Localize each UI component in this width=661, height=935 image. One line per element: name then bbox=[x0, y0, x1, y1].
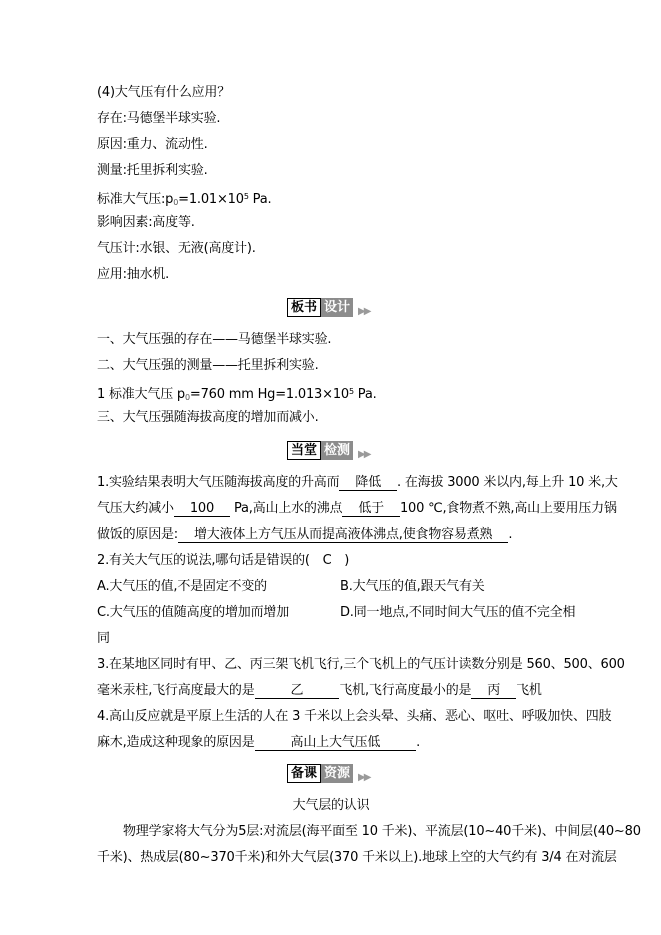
header-resource-right-box: 资源 bbox=[321, 764, 353, 783]
double-arrow-icon: ▶▶ bbox=[358, 306, 370, 317]
header-board-left-box: 板书 bbox=[287, 298, 321, 317]
text-line bbox=[97, 730, 565, 756]
text-line bbox=[97, 405, 565, 431]
header-quiz-left-box: 当堂 bbox=[287, 441, 321, 460]
text-segment: 一、大气压强的存在——马德堡半球实验. bbox=[97, 332, 332, 347]
text-line bbox=[97, 236, 565, 262]
double-arrow-icon: ▶▶ bbox=[358, 772, 370, 783]
text-segment: 三、大气压强随海拔高度的增加而减小. bbox=[97, 410, 319, 425]
text-line bbox=[97, 210, 565, 236]
text-line bbox=[97, 158, 565, 184]
text-segment: 1 标准大气压 p bbox=[97, 387, 185, 402]
text-segment: 二、大气压强的测量——托里拆利实验. bbox=[97, 358, 319, 373]
board-design-section bbox=[97, 327, 565, 431]
text-line bbox=[97, 626, 565, 652]
text-segment: (4)大气压有什么应用？ bbox=[97, 85, 231, 100]
text-segment: 标准大气压:p bbox=[97, 192, 174, 207]
text-segment: =1.01×10 bbox=[178, 192, 244, 207]
text-segment: 毫米汞柱,飞行高度最大的是 bbox=[97, 683, 255, 698]
answer-blank: 丙 bbox=[471, 683, 516, 699]
answer-blank: 100 bbox=[174, 501, 230, 517]
text-segment: 1.实验结果表明大气压随海拔高度的升高而 bbox=[97, 475, 340, 490]
answer-blank: 增大液体上方气压从而提高液体沸点,使食物容易煮熟 bbox=[178, 527, 508, 543]
text-line bbox=[97, 704, 612, 730]
text-line bbox=[97, 132, 565, 158]
text-segment: B.大气压的值,跟天气有关 bbox=[340, 579, 485, 594]
text-segment: 3.在某地区同时有甲、乙、丙三架飞机飞行,三个飞机上的气压计读数分别是 560、500、600 bbox=[97, 657, 625, 672]
answer-blank: 降低 bbox=[339, 475, 397, 491]
text-line bbox=[97, 379, 565, 405]
text-segment: 5 bbox=[348, 387, 354, 396]
text-line bbox=[97, 678, 565, 704]
text-line bbox=[97, 470, 618, 496]
text-segment: 4.高山反应就是平原上生活的人在 3 千米以上会头晕、头痛、恶心、呕吐、呼吸加快、四肢 bbox=[97, 709, 612, 724]
text-segment: 存在:马德堡半球实验. bbox=[97, 111, 221, 126]
text-line bbox=[97, 184, 565, 210]
text-segment: =760 mm Hg=1.013×10 bbox=[189, 387, 349, 402]
text-segment: Pa. bbox=[353, 387, 377, 402]
text-segment: 气压计:水银、无液(高度计). bbox=[97, 241, 256, 256]
text-segment: A.大气压的值,不是固定不变的 bbox=[97, 579, 267, 594]
text-line bbox=[97, 574, 565, 600]
text-segment: C.大气压的值随高度的增加而增加 bbox=[97, 605, 290, 620]
text-segment: 同 bbox=[97, 631, 110, 646]
text-line bbox=[97, 496, 617, 522]
text-line bbox=[97, 845, 617, 871]
text-segment: 0 bbox=[185, 393, 190, 402]
text-segment: 0 bbox=[173, 198, 179, 207]
text-segment: 影响因素:高度等. bbox=[97, 215, 195, 230]
text-line bbox=[97, 353, 565, 379]
text-line bbox=[97, 819, 641, 845]
text-segment: 原因:重力、流动性. bbox=[97, 137, 208, 152]
text-segment: Pa,高山上水的沸点 bbox=[230, 501, 343, 516]
text-segment: 应用:抽水机. bbox=[97, 267, 170, 282]
text-line bbox=[97, 80, 565, 106]
section-header-resource bbox=[287, 764, 565, 783]
document-content bbox=[97, 80, 641, 871]
resource-title: 大气层的认识 bbox=[292, 798, 370, 813]
text-segment: 做饭的原因是: bbox=[97, 527, 178, 542]
text-segment: . bbox=[416, 735, 421, 750]
section-header-board-design bbox=[287, 298, 565, 317]
header-board-right-box: 设计 bbox=[321, 298, 353, 317]
text-segment: 飞机 bbox=[516, 683, 542, 698]
text-segment: 千米)、热成层(80~370千米)和外大气层(370 千米以上).地球上空的大气约有 3/4 在对流层 bbox=[97, 850, 617, 865]
text-line bbox=[97, 522, 565, 548]
text-segment: 飞机,飞行高度最小的是 bbox=[339, 683, 472, 698]
header-resource-left-box: 备课 bbox=[287, 764, 321, 783]
resource-section bbox=[97, 819, 641, 871]
text-line bbox=[97, 652, 625, 678]
text-segment: 100 ℃,食物煮不熟,高山上要用压力锅 bbox=[399, 501, 617, 516]
text-line bbox=[97, 327, 565, 353]
answer-blank: 乙 bbox=[255, 683, 340, 699]
text-segment: 5 bbox=[243, 192, 249, 201]
text-segment: 麻木,造成这种现象的原因是 bbox=[97, 735, 255, 750]
text-segment: . bbox=[508, 527, 513, 542]
text-line bbox=[97, 600, 576, 626]
text-line bbox=[97, 106, 565, 132]
text-segment: 测量:托里拆利实验. bbox=[97, 163, 208, 178]
summary-section bbox=[97, 80, 565, 288]
text-segment: 2.有关大气压的说法,哪句话是错误的( C ) bbox=[97, 553, 350, 568]
quiz-section bbox=[97, 470, 625, 756]
text-line bbox=[97, 262, 565, 288]
answer-blank: 低于 bbox=[342, 501, 400, 517]
double-arrow-icon: ▶▶ bbox=[358, 449, 370, 460]
section-header-quiz bbox=[287, 441, 565, 460]
text-segment: 气压大约减小 bbox=[97, 501, 174, 516]
text-segment: . 在海拔 3000 米以内,每上升 10 米,大 bbox=[397, 475, 618, 490]
answer-blank: 高山上大气压低 bbox=[255, 735, 417, 751]
text-segment: Pa. bbox=[248, 192, 272, 207]
text-line bbox=[97, 548, 565, 574]
text-segment: D.同一地点,不同时间大气压的值不完全相 bbox=[340, 605, 576, 620]
header-quiz-right-box: 检测 bbox=[321, 441, 353, 460]
text-segment: 物理学家将大气分为5层:对流层(海平面至 10 千米)、平流层(10~40千米)、中间层(40~80 bbox=[123, 824, 641, 839]
